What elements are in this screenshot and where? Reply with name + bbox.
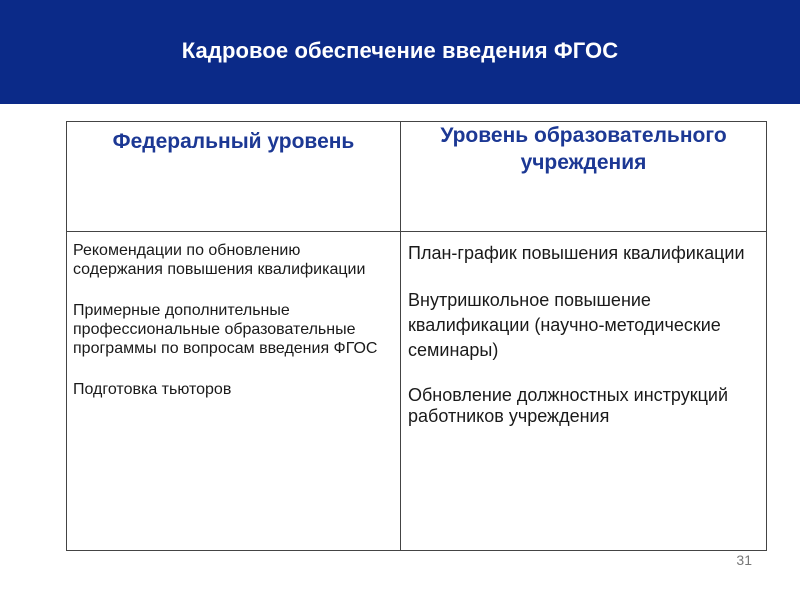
list-item: Внутришкольное повышение квалификации (научно-методические семинары) (408, 290, 721, 360)
list-item: План-график повышения квалификации (408, 243, 745, 263)
list-item: Примерные дополнительные профессиональные образовательные программы по вопросам введения ФГОС (73, 302, 378, 357)
table-row (67, 232, 767, 551)
table-header-row (67, 122, 767, 232)
slide-title: Кадровое обеспечение введения ФГОС (181, 38, 619, 63)
list-item: Подготовка тьюторов (73, 381, 232, 398)
list-item: Обновление должностных инструкций работников учреждения (408, 385, 729, 426)
comparison-table (66, 121, 767, 551)
page-number: 31 (736, 552, 752, 568)
federal-cell (67, 232, 401, 551)
header-bar (0, 0, 800, 104)
header-institution-level: Уровень образовательного учреждения (401, 122, 767, 232)
header-federal-level: Федеральный уровень (67, 122, 401, 232)
list-item: Рекомендации по обновлению содержания повышения квалификации (73, 242, 366, 278)
institution-cell (401, 232, 767, 551)
